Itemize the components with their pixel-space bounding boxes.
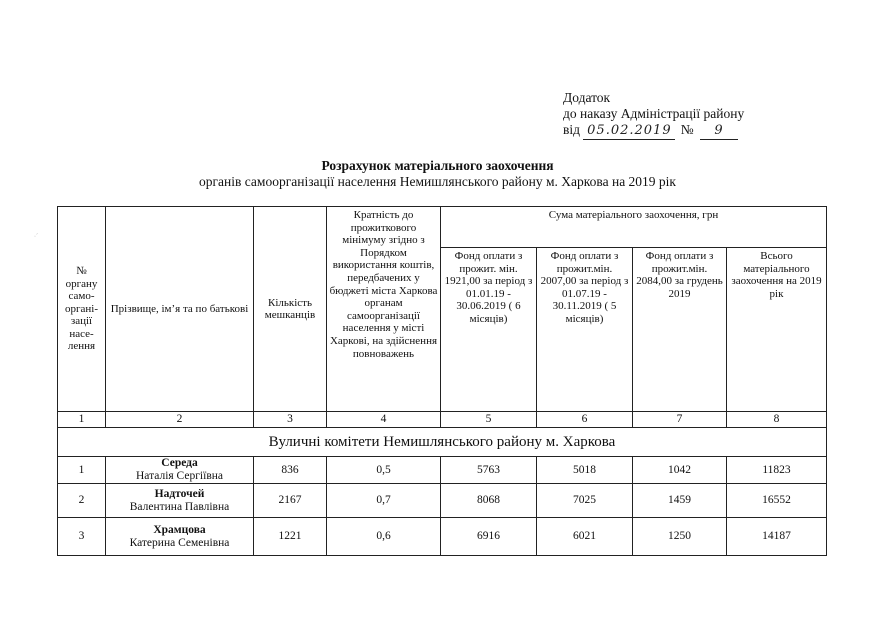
row-given-name: Катерина Семенівна [129, 536, 230, 549]
handwritten-date: 05.02.2019 [583, 123, 675, 140]
col-num: 2 [106, 412, 254, 428]
row-fund-1: 8068 [441, 484, 537, 518]
date-prefix: від [563, 122, 580, 137]
addendum-block [563, 90, 744, 140]
row-number: 3 [58, 518, 106, 556]
handwritten-number: 9 [700, 123, 738, 140]
row-fund-3: 1042 [633, 457, 727, 484]
row-fund-2: 5018 [537, 457, 633, 484]
col-num: 4 [327, 412, 441, 428]
row-fund-2: 6021 [537, 518, 633, 556]
row-total: 16552 [727, 484, 827, 518]
row-number: 2 [58, 484, 106, 518]
row-surname: Надточей [154, 487, 205, 500]
addendum-date-line [563, 122, 744, 140]
table-row [58, 518, 827, 556]
section-title: Вуличні комітети Немишлянського району м. Харкова [58, 428, 827, 457]
row-given-name: Валентина Павлівна [129, 500, 230, 513]
row-residents: 2167 [254, 484, 327, 518]
row-fund-3: 1250 [633, 518, 727, 556]
table-row [58, 484, 827, 518]
row-ratio: 0,7 [327, 484, 441, 518]
section-row [58, 428, 827, 457]
row-number: 1 [58, 457, 106, 484]
header-total: Всього матеріального заохочення на 2019 рік [727, 248, 827, 412]
column-numbering-row [58, 412, 827, 428]
document-title [0, 158, 875, 190]
scan-speck: ·´ [34, 234, 38, 240]
number-prefix: № [680, 122, 694, 137]
col-num: 7 [633, 412, 727, 428]
header-amount-group: Сума матеріального заохочення, грн [441, 207, 827, 248]
col-num: 3 [254, 412, 327, 428]
header-row-1 [58, 207, 827, 248]
row-given-name: Наталія Сергіївна [135, 470, 224, 482]
col-num: 6 [537, 412, 633, 428]
title-line-2: органів самоорганізації населення Немишлянського району м. Харкова на 2019 рік [199, 174, 676, 189]
title-line-1: Розрахунок матеріального заохочення [321, 158, 554, 173]
row-ratio: 0,6 [327, 518, 441, 556]
row-total: 14187 [727, 518, 827, 556]
row-fund-2: 7025 [537, 484, 633, 518]
row-fund-1: 5763 [441, 457, 537, 484]
row-total: 11823 [727, 457, 827, 484]
header-ratio: Кратність до прожиткового мінімуму згідно з Порядком використання коштів, передбачених у бюджеті міста Харкова органам самоорганізації населення у місті Харкові, на здійснення повноважень [327, 207, 441, 412]
row-fund-3: 1459 [633, 484, 727, 518]
row-residents: 1221 [254, 518, 327, 556]
addendum-title: Додаток [563, 90, 611, 105]
reward-table [57, 206, 827, 556]
header-full-name: Прізвище, ім’я та по батькові [106, 207, 254, 412]
row-ratio: 0,5 [327, 457, 441, 484]
row-fund-1: 6916 [441, 518, 537, 556]
col-num: 1 [58, 412, 106, 428]
row-name [106, 457, 254, 484]
col-num: 5 [441, 412, 537, 428]
row-surname: Середа [161, 457, 198, 469]
row-residents: 836 [254, 457, 327, 484]
addendum-order-ref: до наказу Адміністрації району [563, 106, 745, 121]
header-fund-1: Фонд оплати з прожит. мін. 1921,00 за період з 01.01.19 - 30.06.2019 ( 6 місяців) [441, 248, 537, 412]
table-row [58, 457, 827, 484]
header-org-number: № органу само-органі-зації насе-лення [58, 207, 106, 412]
row-surname: Храмцова [153, 523, 206, 536]
header-residents: Кількість мешканців [254, 207, 327, 412]
row-name [106, 484, 254, 518]
header-fund-2: Фонд оплати з прожит.мін. 2007,00 за період з 01.07.19 - 30.11.2019 ( 5 місяців) [537, 248, 633, 412]
col-num: 8 [727, 412, 827, 428]
row-name [106, 518, 254, 556]
header-fund-3: Фонд оплати з прожит.мін. 2084,00 за грудень 2019 [633, 248, 727, 412]
